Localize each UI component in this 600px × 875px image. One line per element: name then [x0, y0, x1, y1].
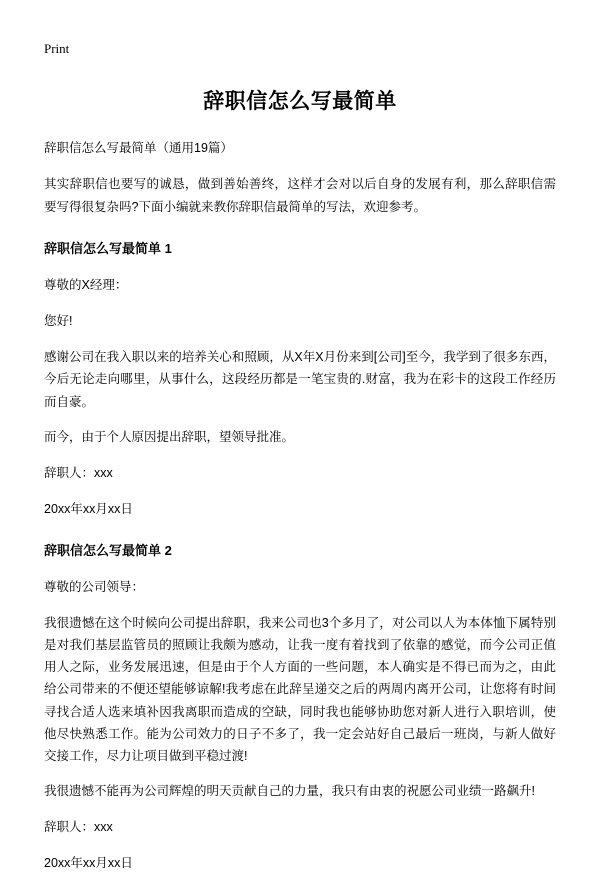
section-1-date: 20xx年xx月xx日	[44, 502, 133, 517]
section-1-paragraph-2: 您好!	[44, 313, 73, 328]
section-2-signature: 辞职人：xxx	[44, 819, 113, 834]
document-intro: 其实辞职信也要写的诚恳，做到善始善终，这样才会对以后自身的发展有利，那么辞职信需要写得很复杂吗?下面小编就来教你辞职信最简单的写法，欢迎参考。	[44, 177, 556, 215]
section-2-paragraph-1: 尊敬的公司领导：	[44, 579, 145, 594]
section-heading-2: 辞职信怎么写最简单 2	[44, 543, 172, 559]
section-2-paragraph-2: 我很遗憾在这个时候向公司提出辞职，我来公司也3个多月了，对公司以人为本体恤下属特别是对我们基层监管员的照顾让我颇为感动，让我一度有着找到了依靠的感觉，而今公司正值用人之际，业务发展迅速，但是由于个人方面的一些问题，本人确实是不得已而为之，由此给公司带来的不便还望能够谅解!我考虑在此辞呈递交之后的两周内离开公司，让您将有时间寻找合适人选来填补因我离职而造成的空缺，同时我也能够协助您对新人进行入职培训，使他尽快熟悉工作。能为公司效力的日子不多了，我一定会站好自己最后一班岗，与新人做好交接工作，尽力让项目做到平稳过渡!	[44, 615, 556, 764]
section-2-paragraph-3: 我很遗憾不能再为公司辉煌的明天贡献自己的力量，我只有由衷的祝愿公司业绩一路飙升!	[44, 784, 535, 799]
document-subtitle: 辞职信怎么写最简单（通用19篇）	[44, 141, 233, 155]
print-link[interactable]: Print	[44, 41, 70, 56]
page-title: 辞职信怎么写最简单	[203, 90, 397, 113]
section-1-signature: 辞职人：xxx	[44, 465, 113, 480]
section-1-paragraph-1: 尊敬的X经理：	[44, 277, 128, 292]
section-1-paragraph-3: 感谢公司在我入职以来的培养关心和照顾，从X年X月份来到[公司]至今，我学到了很多东西，今后无论走向哪里，从事什么，这段经历都是一笔宝贵的.财富，我为在彩卡的这段工作经历而自豪。	[44, 350, 556, 409]
section-2-date: 20xx年xx月xx日	[44, 855, 133, 870]
section-1-paragraph-4: 而今，由于个人原因提出辞职，望领导批准。	[44, 429, 295, 444]
section-heading-1: 辞职信怎么写最简单 1	[44, 241, 172, 257]
